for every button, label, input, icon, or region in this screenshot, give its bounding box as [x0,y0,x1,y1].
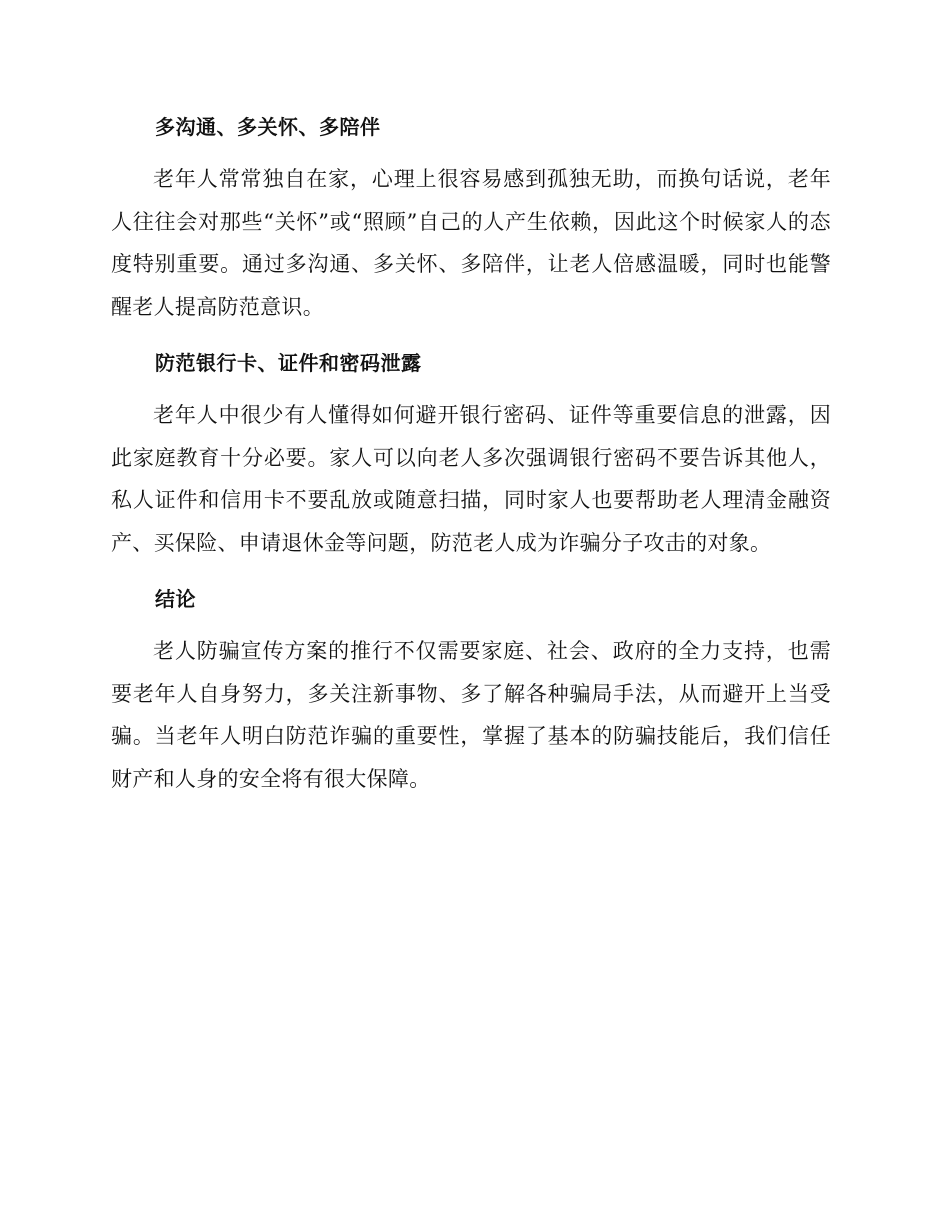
document-body [111,108,831,800]
section-paragraph-conclusion: 老人防骗宣传方案的推行不仅需要家庭、社会、政府的全力支持，也需要老年人自身努力，多关注新事物、多了解各种骗局手法，从而避开上当受骗。当老年人明白防范诈骗的重要性，掌握了基本的防骗技能后，我们信任财产和人身的安全将有很大保障。 [111,639,831,791]
section-heading-communication: 多沟通、多关怀、多陪伴 [155,115,381,139]
section-paragraph-communication: 老年人常常独自在家，心理上很容易感到孤独无助，而换句话说，老年人往往会对那些“关怀”或“照顾”自己的人产生依赖，因此这个时候家人的态度特别重要。通过多沟通、多关怀、多陪伴，让老人倍感温暖，同时也能警醒老人提高防范意识。 [111,167,831,319]
section-heading-conclusion: 结论 [155,587,196,611]
section-paragraph-prevent-leak: 老年人中很少有人懂得如何避开银行密码、证件等重要信息的泄露，因此家庭教育十分必要。家人可以向老人多次强调银行密码不要告诉其他人，私人证件和信用卡不要乱放或随意扫描，同时家人也要帮助老人理清金融资产、买保险、申请退休金等问题，防范老人成为诈骗分子攻击的对象。 [111,403,831,555]
section-heading-prevent-leak: 防范银行卡、证件和密码泄露 [155,351,422,375]
